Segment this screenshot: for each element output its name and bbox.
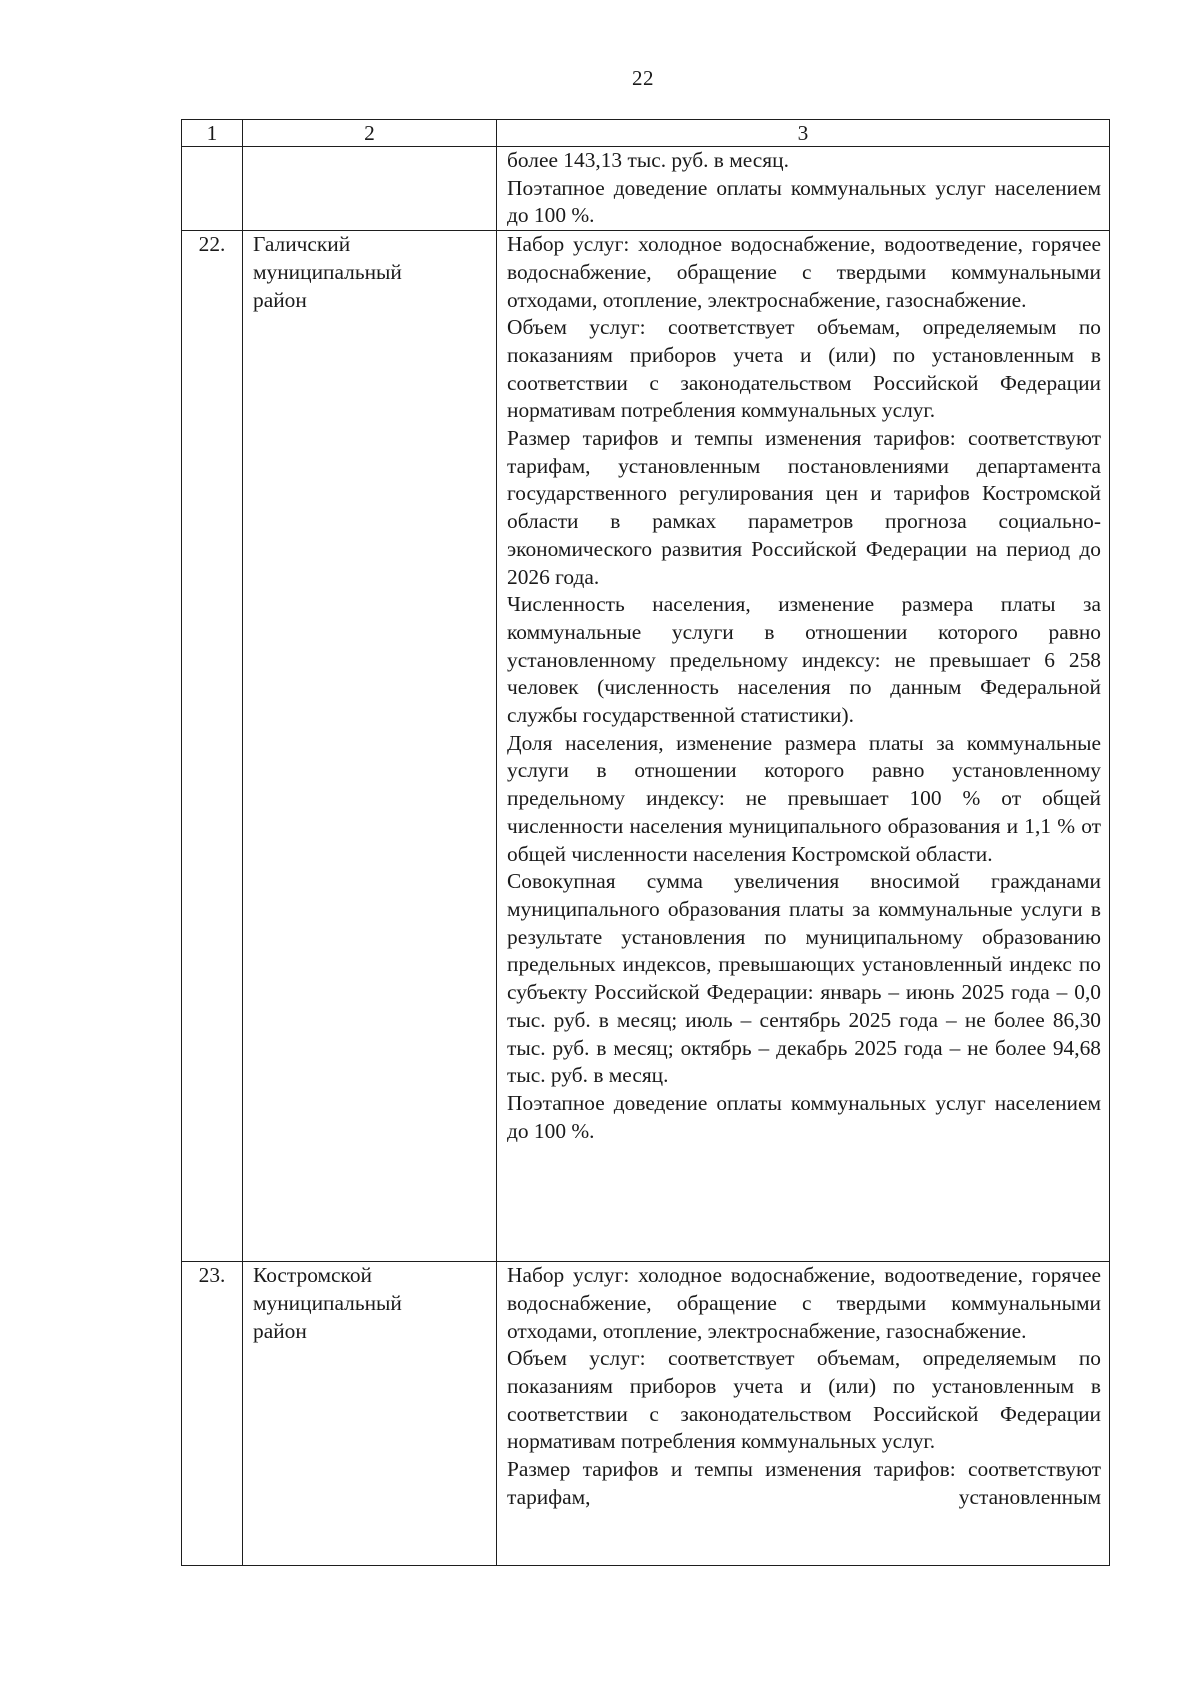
paragraph: Размер тарифов и темпы изменения тарифов: соответствуют тарифам, установленным [507, 1457, 1101, 1509]
municipality-name-line: район [253, 287, 307, 312]
paragraph: Доля населения, изменение размера платы за коммунальные услуги в отношении которого равно установленному предельному индексу: не превышает 100 % от общей численности населения муниципального образования и 1,1 % от общей численности населения Костромской области. [507, 730, 1101, 866]
paragraph: Поэтапное доведение оплаты коммунальных услуг населением до 100 %. [507, 1090, 1101, 1143]
municipality-name-line: Галичский [253, 232, 351, 257]
municipality-name-line: муниципальный [253, 1290, 402, 1315]
continuation-row [182, 147, 1110, 231]
paragraph: Численность населения, изменение размера платы за коммунальные услуги в отношении которого равно установленному предельному индексу: не превышает 6 258 человек (численность населения по данным Федеральной службы государственной статистики). [507, 592, 1101, 728]
table-row [182, 231, 1110, 1262]
municipality-name-line: Костромской [253, 1263, 372, 1288]
municipality-name-line: район [253, 1318, 307, 1343]
table-header-row [182, 120, 1110, 147]
tariff-table [181, 119, 1110, 1566]
continuation-number-cell [182, 147, 243, 231]
page-number: 22 [632, 66, 654, 90]
table-row [182, 1262, 1110, 1566]
paragraph: Поэтапное доведение оплаты коммунальных услуг населением до 100 %. [507, 175, 1101, 228]
paragraph: Совокупная сумма увеличения вносимой гражданами муниципального образования платы за коммунальные услуги в результате установления по муниципальному образованию предельных индексов, превышающих установленный индекс по субъекту Российской Федерации: январь – июнь 2025 года – 0,0 тыс. руб. в месяц; июль – сентябрь 2025 года – не более 86,30 тыс. руб. в месяц; октябрь – декабрь 2025 года – не более 94,68 тыс. руб. в месяц. [507, 869, 1101, 1088]
municipality-name [243, 231, 497, 1262]
row-number: 23. [182, 1262, 243, 1566]
paragraph: Набор услуг: холодное водоснабжение, водоотведение, горячее водоснабжение, обращение с твердыми коммунальными отходами, отопление, электроснабжение, газоснабжение. [507, 232, 1101, 312]
municipality-name [243, 1262, 497, 1566]
row-content [497, 231, 1110, 1262]
column-header-1: 1 [182, 120, 243, 147]
municipality-name-line: муниципальный [253, 259, 402, 284]
paragraph: Размер тарифов и темпы изменения тарифов: соответствуют тарифам, установленным постановлениями департамента государственного регулирования цен и тарифов Костромской области в рамках параметров прогноза социально-экономического развития Российской Федерации на период до 2026 года. [507, 426, 1101, 589]
continuation-content-cell [497, 147, 1110, 231]
column-header-2: 2 [243, 120, 497, 147]
paragraph: Объем услуг: соответствует объемам, определяемым по показаниям приборов учета и (или) по установленным в соответствии с законодательством Российской Федерации нормативам потребления коммунальных услуг. [507, 315, 1101, 423]
column-header-3: 3 [497, 120, 1110, 147]
paragraph: Объем услуг: соответствует объемам, определяемым по показаниям приборов учета и (или) по установленным в соответствии с законодательством Российской Федерации нормативам потребления коммунальных услуг. [507, 1346, 1101, 1454]
paragraph: Набор услуг: холодное водоснабжение, водоотведение, горячее водоснабжение, обращение с твердыми коммунальными отходами, отопление, электроснабжение, газоснабжение. [507, 1263, 1101, 1343]
row-number: 22. [182, 231, 243, 1262]
continuation-name-cell [243, 147, 497, 231]
paragraph: более 143,13 тыс. руб. в месяц. [507, 148, 789, 172]
row-content [497, 1262, 1110, 1566]
